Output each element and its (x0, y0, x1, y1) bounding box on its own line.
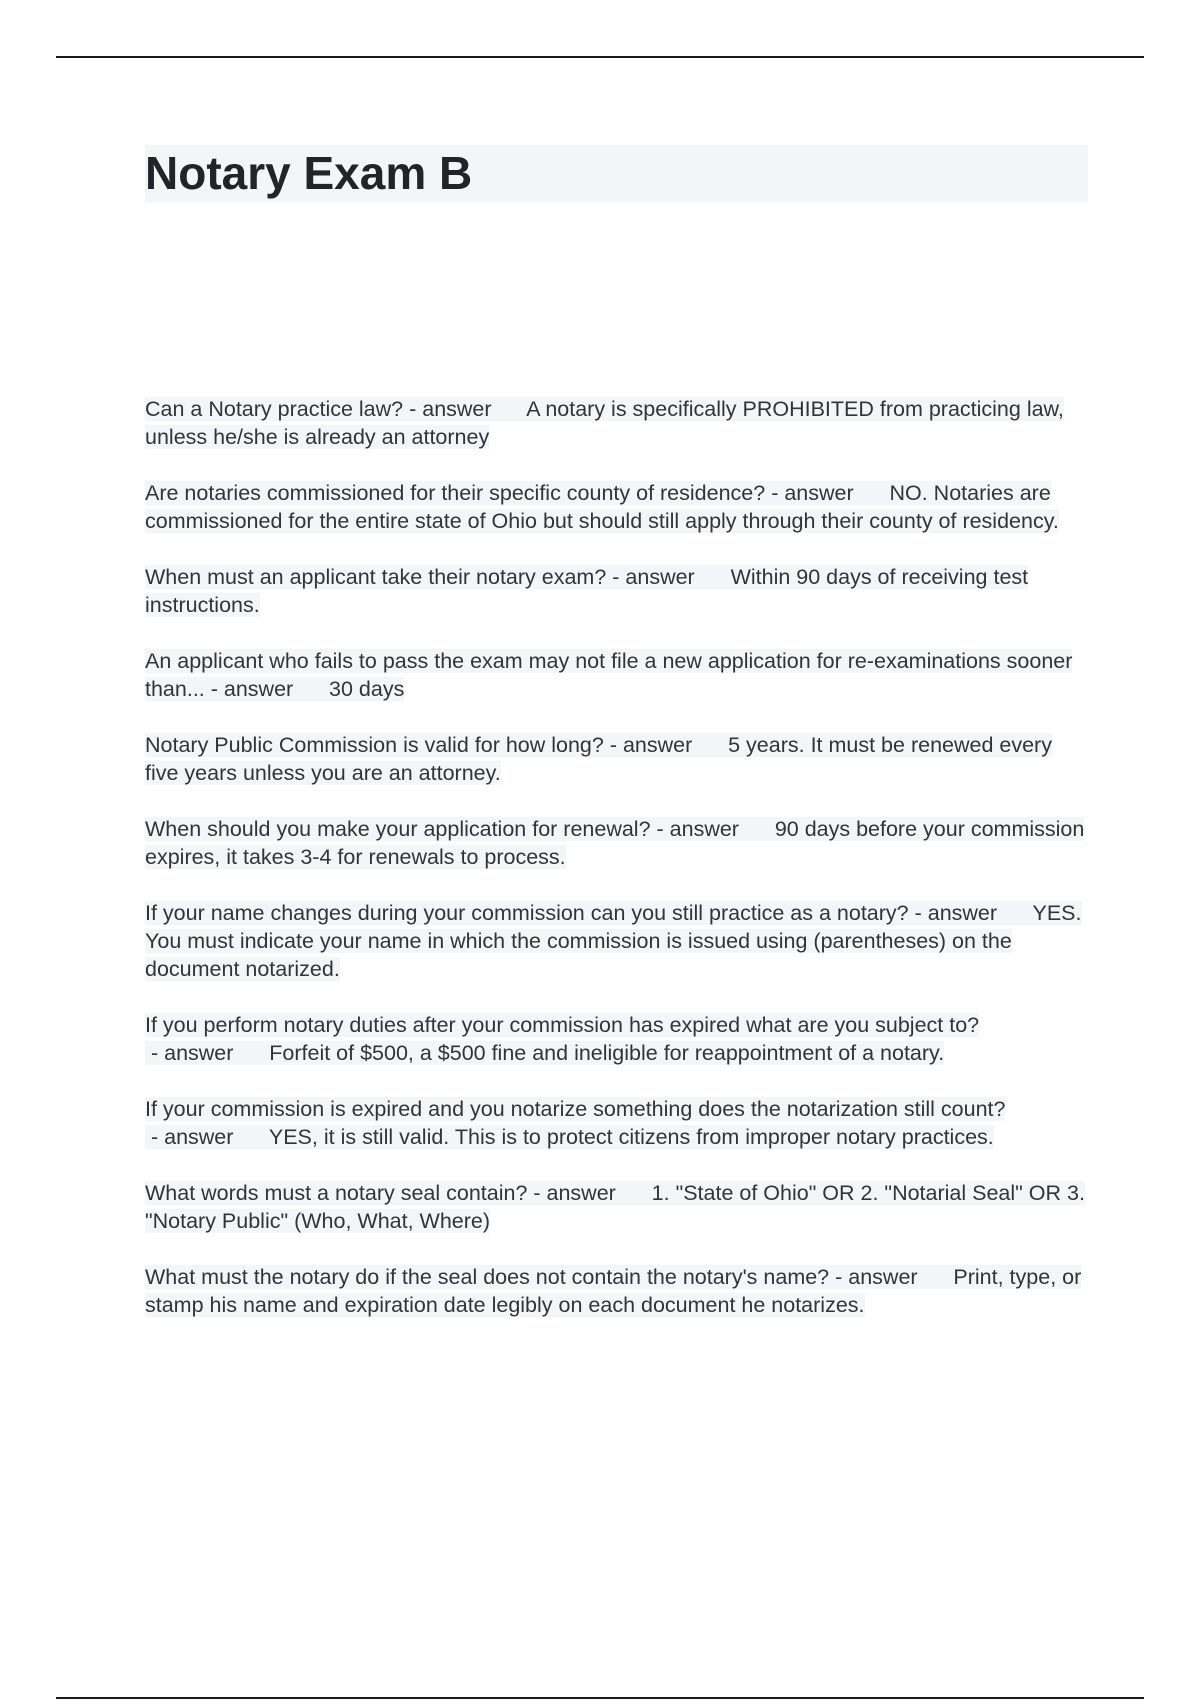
answer-separator: - answer (765, 481, 890, 505)
answer-separator: - answer (145, 1125, 269, 1149)
answer-separator: - answer (606, 565, 731, 589)
qa-item (145, 1263, 1090, 1319)
answer-text: 90 days before your commission expires, it takes 3-4 for renewals to process. (145, 817, 1085, 869)
question-text: What must the notary do if the seal does not contain the notary's name? (145, 1265, 830, 1289)
question-text: Notary Public Commission is valid for how long? (145, 733, 604, 757)
question-text: If your commission is expired and you notarize something does the notarization still count? (145, 1097, 1006, 1121)
qa-item (145, 479, 1090, 535)
answer-text: Within 90 days of receiving test instructions. (145, 565, 1029, 617)
question-text: When must an applicant take their notary exam? (145, 565, 607, 589)
answer-text: 5 years. It must be renewed every five years unless you are an attorney. (145, 733, 1052, 785)
answer-text: NO. Notaries are commissioned for the entire state of Ohio but should still apply through their county of residency. (145, 481, 1059, 533)
answer-text: 1. "State of Ohio" OR 2. "Notarial Seal" OR 3. "Notary Public" (Who, What, Where) (145, 1181, 1085, 1233)
qa-item (145, 731, 1090, 787)
qa-list (145, 395, 1090, 1347)
answer-separator: - answer (603, 733, 729, 757)
qa-item (145, 899, 1090, 983)
question-text: If you perform notary duties after your commission has expired what are you subject to? (145, 1013, 980, 1037)
question-text: Are notaries commissioned for their specific county of residence? (145, 481, 766, 505)
qa-item (145, 563, 1090, 619)
question-text: If your name changes during your commission can you still practice as a notary? (145, 901, 909, 925)
qa-item (145, 647, 1090, 703)
answer-text: Print, type, or stamp his name and expiration date legibly on each document he notarizes. (145, 1265, 1082, 1317)
qa-item (145, 1179, 1090, 1235)
answer-text: A notary is specifically PROHIBITED from practicing law, unless he/she is already an attorney (145, 397, 1064, 449)
qa-item (145, 1095, 1090, 1151)
qa-item (145, 1011, 1090, 1067)
answer-text: 30 days (329, 677, 405, 701)
footer-divider (56, 1697, 1144, 1699)
qa-item (145, 815, 1090, 871)
question-text: Can a Notary practice law? (145, 397, 404, 421)
answer-text: YES, it is still valid. This is to protect citizens from improper notary practices. (268, 1125, 994, 1149)
answer-separator: - answer (650, 817, 775, 841)
question-text: When should you make your application for renewal? (145, 817, 651, 841)
qa-item (145, 395, 1090, 451)
answer-text: YES. You must indicate your name in which the commission is issued using (parentheses) on the document notarized. (145, 901, 1082, 981)
answer-separator: - answer (908, 901, 1033, 925)
answer-separator: - answer (527, 1181, 652, 1205)
page-title: Notary Exam B (145, 147, 473, 199)
question-text: What words must a notary seal contain? (145, 1181, 528, 1205)
answer-text: Forfeit of $500, a $500 fine and ineligible for reappointment of a notary. (269, 1041, 945, 1065)
answer-separator: - answer (403, 397, 527, 421)
answer-separator: - answer (145, 1041, 270, 1065)
header-divider (56, 56, 1144, 58)
answer-separator: - answer (204, 677, 330, 701)
question-text: An applicant who fails to pass the exam may not file a new application for re-examinations sooner than... (145, 649, 1073, 701)
answer-separator: - answer (829, 1265, 954, 1289)
